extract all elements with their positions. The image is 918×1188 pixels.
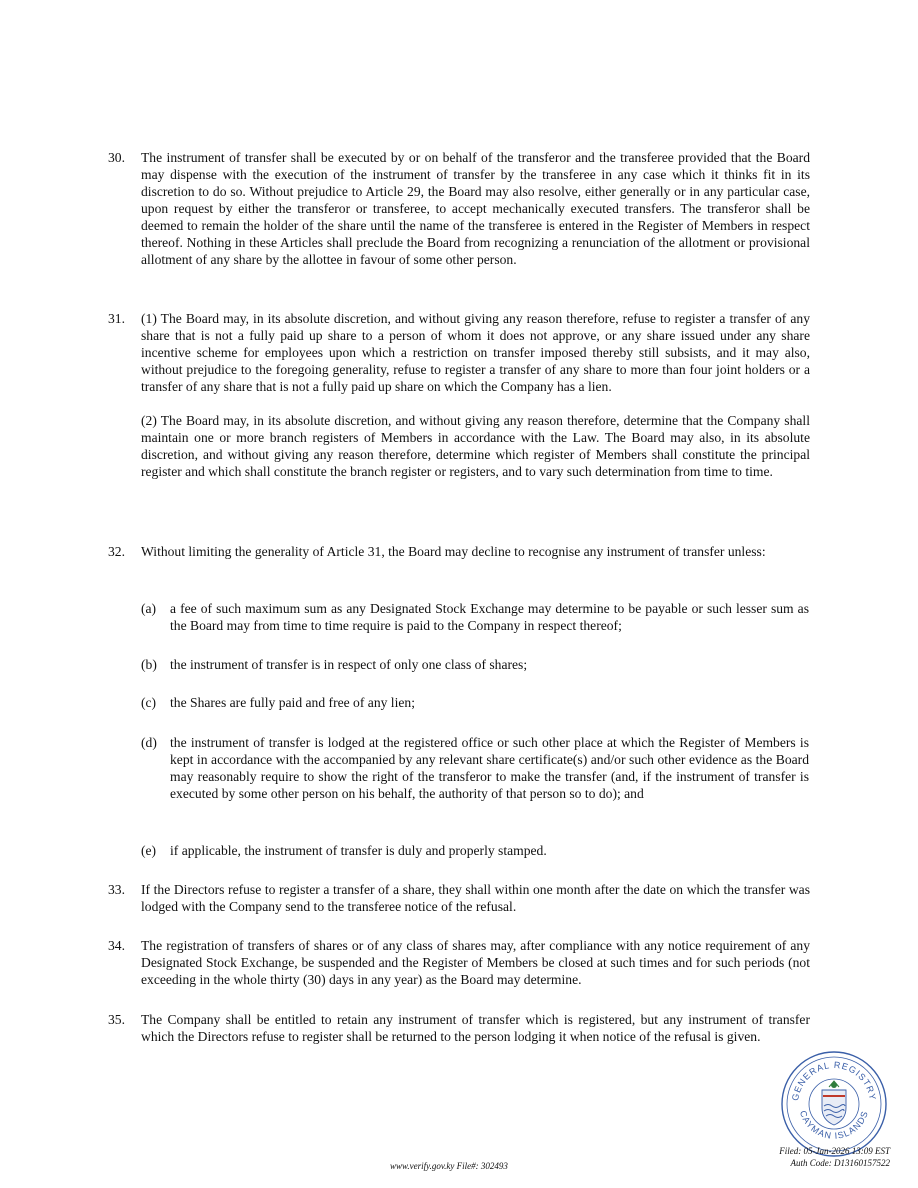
item-text: a fee of such maximum sum as any Designated Stock Exchange may determine to be payable or such lesser sum as the Board may from time to time require is paid to the Company in respect thereof;	[170, 601, 809, 633]
article-paragraph-1: (1) The Board may, in its absolute discretion, and without giving any reason therefore, refuse to register a transfer of any share that is not a fully paid up share to a person of whom it does not approve, or any share issued under any share incentive scheme for employees upon which a restriction on transfer imposed thereby still subsists, and it may also, without prejudice to the foregoing generality, refuse to register a transfer of any share to more than four joint holders or a transfer of any share that is not a fully paid up share on which the Company has a lien.	[141, 311, 810, 394]
list-item-b	[141, 656, 809, 673]
seal-bottom-text: CAYMAN ISLANDS	[797, 1109, 871, 1141]
article-paragraph: Without limiting the generality of Article 31, the Board may decline to recognise any instrument of transfer unless:	[141, 544, 766, 559]
item-label: (a)	[141, 601, 157, 616]
item-text: the instrument of transfer is in respect of only one class of shares;	[170, 657, 528, 672]
item-text: the Shares are fully paid and free of any lien;	[170, 695, 415, 710]
article-paragraph: The Company shall be entitled to retain any instrument of transfer which is registered, but any instrument of transfer which the Directors refuse to register shall be returned to the person lodging it when notice of the refusal is given.	[141, 1012, 810, 1044]
list-item-c	[141, 694, 809, 711]
auth-code: Auth Code: D13160157522	[790, 1158, 890, 1168]
item-text: the instrument of transfer is lodged at the registered office or such other place at which the Register of Members is kept in accordance with the accompanied by any relevant share certificate(s) and/or such other evidence as the Board may reasonably require to show the right of the transferor to make the transfer (and, if the instrument of transfer is executed by some other person on his behalf, the authority of that person so to do); and	[170, 735, 809, 801]
list-item-e	[141, 842, 809, 859]
article-paragraph-2: (2) The Board may, in its absolute discretion, and without giving any reason therefore, determine that the Company shall maintain one or more branch registers of Members in accordance with the Law. The Board may also, in its absolute discretion, and without giving any reason therefore, determine which register of Members shall constitute the principal register and which shall constitute the branch register or registers, and to vary such determination from time to time.	[141, 413, 810, 479]
seal-top-text: GENERAL REGISTRY	[790, 1059, 878, 1102]
list-item-a	[141, 600, 809, 634]
article-number: 31.	[108, 311, 125, 326]
article-number: 34.	[108, 938, 125, 953]
article-paragraph: If the Directors refuse to register a transfer of a share, they shall within one month after the date on which the transfer was lodged with the Company send to the transferee notice of the refusal.	[141, 882, 810, 914]
list-item-d	[141, 734, 809, 802]
article-34	[108, 937, 810, 988]
article-number: 30.	[108, 150, 125, 165]
article-32	[108, 543, 810, 560]
filed-date: Filed: 05-Jan-2026 13:09 EST	[779, 1146, 890, 1156]
article-paragraph: The instrument of transfer shall be executed by or on behalf of the transferor and the transferee provided that the Board may dispense with the execution of the instrument of transfer by the transferee in any case which it thinks fit in its discretion to do so. Without prejudice to Article 29, the Board may also resolve, either generally or in any particular case, upon request by either the transferor or transferee, to accept mechanically executed transfers. The transferor shall be deemed to remain the holder of the share until the name of the transferee is entered in the Register of Members in respect thereof. Nothing in these Articles shall preclude the Board from recognizing a renunciation of the allotment or provisional allotment of any share by the allottee in favour of some other person.	[141, 150, 810, 267]
filing-stamp	[779, 1145, 890, 1169]
general-registry-seal	[780, 1050, 888, 1158]
article-30	[108, 149, 810, 268]
article-number: 33.	[108, 882, 125, 897]
verify-url-file-number: www.verify.gov.ky File#: 302493	[390, 1161, 508, 1171]
article-paragraph: The registration of transfers of shares or of any class of shares may, after compliance with any notice requirement of any Designated Stock Exchange, be suspended and the Register of Members be closed at such times and for such periods (not exceeding in the whole thirty (30) days in any year) as the Board may determine.	[141, 938, 810, 987]
item-label: (c)	[141, 695, 157, 710]
item-label: (d)	[141, 735, 157, 750]
coat-of-arms-icon	[822, 1081, 846, 1125]
article-31	[108, 310, 810, 480]
article-35	[108, 1011, 810, 1045]
item-text: if applicable, the instrument of transfer is duly and properly stamped.	[170, 843, 547, 858]
item-label: (b)	[141, 657, 157, 672]
article-number: 32.	[108, 544, 125, 559]
article-33	[108, 881, 810, 915]
item-label: (e)	[141, 843, 157, 858]
article-number: 35.	[108, 1012, 125, 1027]
